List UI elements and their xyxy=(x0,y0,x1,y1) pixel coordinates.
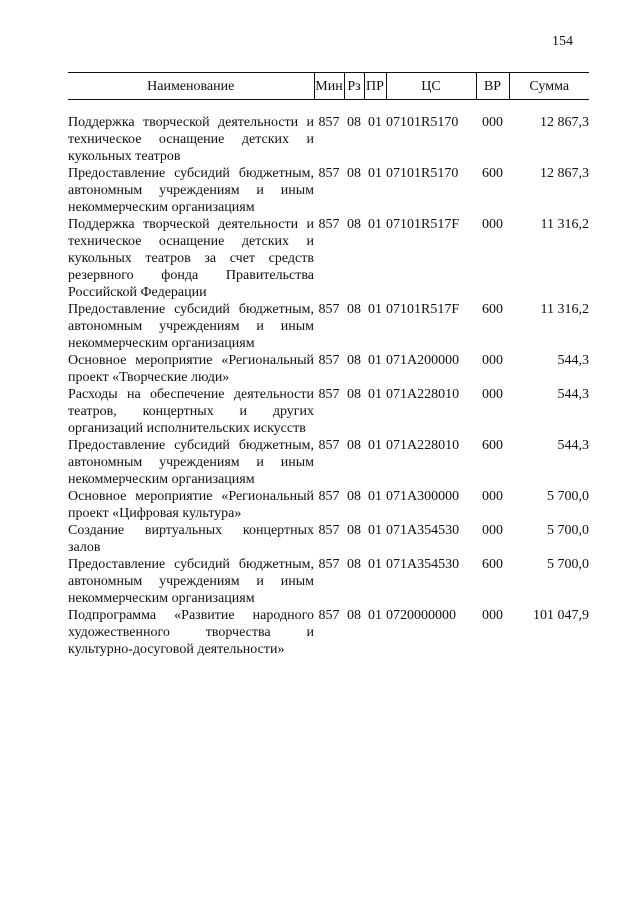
header-min: Мин xyxy=(314,73,344,100)
row-name: Подпрограмма «Развитие народного художественного творчества и культурно-досуговой деятельности» xyxy=(68,608,314,657)
row-min: 857 xyxy=(318,302,340,317)
row-min: 857 xyxy=(318,438,340,453)
row-sum: 101 047,9 xyxy=(533,608,589,623)
table-row xyxy=(68,386,589,437)
row-rz: 08 xyxy=(347,115,361,130)
row-name: Предоставление субсидий бюджетным, автономным учреждениям и иным некоммерческим организациям xyxy=(68,438,314,487)
row-name: Основное мероприятие «Региональный проект «Цифровая культура» xyxy=(68,489,314,521)
row-vr: 000 xyxy=(482,217,503,232)
row-sum: 11 316,2 xyxy=(540,217,589,232)
row-sum: 12 867,3 xyxy=(540,115,589,130)
row-sum: 12 867,3 xyxy=(540,166,589,181)
row-vr: 000 xyxy=(482,387,503,402)
row-vr: 600 xyxy=(482,438,503,453)
row-cs: 07101R517F xyxy=(386,217,460,232)
row-rz: 08 xyxy=(347,217,361,232)
header-name: Наименование xyxy=(68,73,314,100)
row-cs: 071A354530 xyxy=(386,523,460,538)
table-row xyxy=(68,301,589,352)
table-row xyxy=(68,437,589,488)
row-cs: 071A228010 xyxy=(386,438,460,453)
row-pr: 01 xyxy=(368,302,382,317)
row-cs: 07101R5170 xyxy=(386,166,459,181)
row-pr: 01 xyxy=(368,115,382,130)
row-name: Предоставление субсидий бюджетным, автономным учреждениям и иным некоммерческим организациям xyxy=(68,166,314,215)
page-number: 154 xyxy=(552,34,573,49)
row-vr: 600 xyxy=(482,302,503,317)
row-rz: 08 xyxy=(347,557,361,572)
row-name: Предоставление субсидий бюджетным, автономным учреждениям и иным некоммерческим организациям xyxy=(68,302,314,351)
row-vr: 600 xyxy=(482,557,503,572)
row-pr: 01 xyxy=(368,557,382,572)
row-min: 857 xyxy=(318,557,340,572)
row-name: Создание виртуальных концертных залов xyxy=(68,523,314,555)
row-min: 857 xyxy=(318,489,340,504)
row-rz: 08 xyxy=(347,353,361,368)
row-min: 857 xyxy=(318,166,340,181)
row-min: 857 xyxy=(318,387,340,402)
table-row xyxy=(68,114,589,165)
row-pr: 01 xyxy=(368,217,382,232)
row-rz: 08 xyxy=(347,166,361,181)
row-sum: 544,3 xyxy=(557,353,589,368)
row-min: 857 xyxy=(318,523,340,538)
row-pr: 01 xyxy=(368,608,382,623)
row-sum: 544,3 xyxy=(557,438,589,453)
header-vr: ВР xyxy=(476,73,509,100)
row-vr: 000 xyxy=(482,608,503,623)
table-row xyxy=(68,607,589,658)
row-min: 857 xyxy=(318,353,340,368)
table-row xyxy=(68,522,589,556)
table-row xyxy=(68,216,589,301)
row-vr: 000 xyxy=(482,523,503,538)
header-sum: Сумма xyxy=(509,73,589,100)
row-cs: 07101R5170 xyxy=(386,115,459,130)
table-row xyxy=(68,488,589,522)
row-pr: 01 xyxy=(368,523,382,538)
row-sum: 5 700,0 xyxy=(547,557,589,572)
row-name: Расходы на обеспечение деятельности театров, концертных и других организаций исполнительских искусств xyxy=(68,387,314,436)
row-pr: 01 xyxy=(368,387,382,402)
row-name: Поддержка творческой деятельности и техническое оснащение детских и кукольных театров за счет средств резервного фонда Правительства Российской Федерации xyxy=(68,217,314,300)
row-rz: 08 xyxy=(347,523,361,538)
row-rz: 08 xyxy=(347,608,361,623)
row-vr: 000 xyxy=(482,489,503,504)
row-name: Основное мероприятие «Региональный проект «Творческие люди» xyxy=(68,353,314,385)
row-cs: 071A200000 xyxy=(386,353,460,368)
header-rz: Рз xyxy=(344,73,364,100)
row-cs: 071A228010 xyxy=(386,387,460,402)
budget-table xyxy=(68,72,589,658)
row-name: Предоставление субсидий бюджетным, автономным учреждениям и иным некоммерческим организациям xyxy=(68,557,314,606)
row-sum: 544,3 xyxy=(557,387,589,402)
row-rz: 08 xyxy=(347,302,361,317)
table-row xyxy=(68,352,589,386)
header-pr: ПР xyxy=(364,73,386,100)
row-min: 857 xyxy=(318,217,340,232)
row-pr: 01 xyxy=(368,438,382,453)
row-cs: 07101R517F xyxy=(386,302,460,317)
row-pr: 01 xyxy=(368,166,382,181)
row-min: 857 xyxy=(318,115,340,130)
row-sum: 5 700,0 xyxy=(547,489,589,504)
row-name: Поддержка творческой деятельности и техническое оснащение детских и кукольных театров xyxy=(68,115,314,164)
row-cs: 0720000000 xyxy=(386,608,456,623)
header-cs: ЦС xyxy=(386,73,476,100)
row-cs: 071A354530 xyxy=(386,557,460,572)
row-vr: 000 xyxy=(482,115,503,130)
row-sum: 11 316,2 xyxy=(540,302,589,317)
table-header xyxy=(68,73,589,115)
row-min: 857 xyxy=(318,608,340,623)
row-pr: 01 xyxy=(368,489,382,504)
table-row xyxy=(68,165,589,216)
row-rz: 08 xyxy=(347,489,361,504)
table-row xyxy=(68,556,589,607)
row-rz: 08 xyxy=(347,438,361,453)
row-cs: 071A300000 xyxy=(386,489,460,504)
row-rz: 08 xyxy=(347,387,361,402)
row-sum: 5 700,0 xyxy=(547,523,589,538)
row-vr: 000 xyxy=(482,353,503,368)
row-pr: 01 xyxy=(368,353,382,368)
row-vr: 600 xyxy=(482,166,503,181)
